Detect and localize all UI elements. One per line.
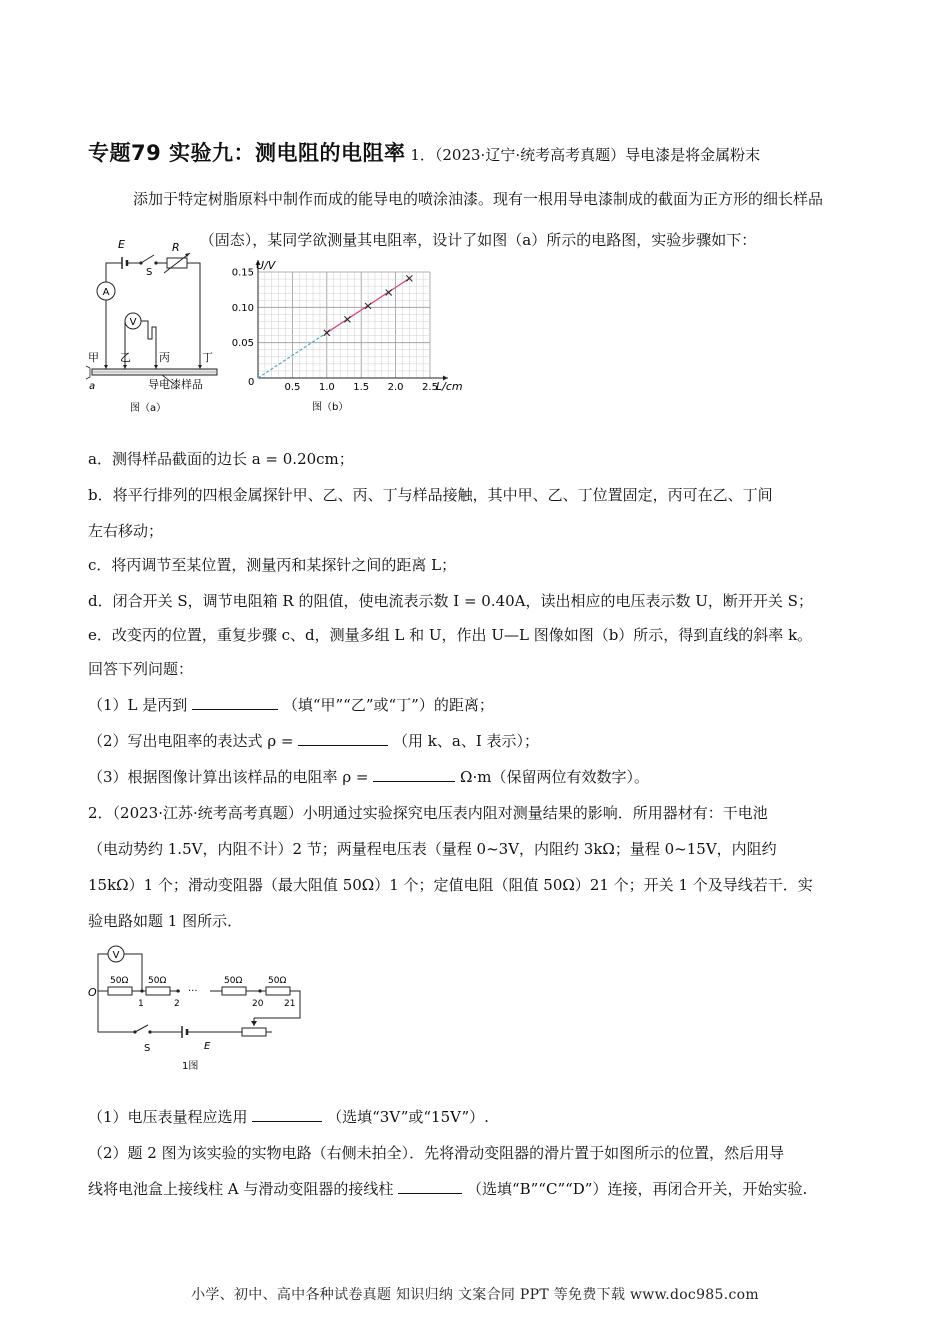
sliding-rheostat <box>242 1028 266 1036</box>
q2-sub2-text-b: （选填“B”“C”“D”）连接，再闭合开关，开始实验. <box>466 1180 808 1198</box>
q2-label-S: S <box>144 1043 151 1054</box>
answer-prompt: 回答下列问题： <box>88 660 194 678</box>
q2-switch-lever <box>135 1025 148 1032</box>
figure-b-chart <box>231 252 474 418</box>
y-tick-label: 0.05 <box>231 338 254 350</box>
q1-sub2-blank[interactable] <box>298 729 388 746</box>
step-c: c．将丙调节至某位置，测量丙和某探针之间的距离 L； <box>88 556 457 574</box>
x-tick-label: 2.0 <box>387 382 404 393</box>
q1-sub2-text-b: （用 k、a、I 表示）； <box>393 732 540 750</box>
q1-intro-part1: 1．（2023·辽宁·统考高考真题）导电漆是将金属粉末 <box>410 146 761 164</box>
voltmeter-label: V <box>129 317 137 328</box>
page-title: 专题79 实验九：测电阻的电阻率 <box>88 141 406 165</box>
q1-sub1-text-a: （1）L 是丙到 <box>88 696 188 714</box>
q2-intro-line4: 验电路如题 1 图所示． <box>88 912 243 930</box>
q2-intro-line2: （电动势约 1.5V，内阻不计）2 节；两量程电压表（量程 0~3V，内阻约 3kΩ；量程 0~15V，内阻约 <box>88 840 777 858</box>
chart-grid <box>258 272 430 378</box>
node-20: 20 <box>252 999 264 1009</box>
probe-jia: 甲 <box>88 351 99 364</box>
q2-sub2-blank[interactable] <box>398 1177 462 1194</box>
node-21: 21 <box>284 999 296 1009</box>
step-b-line2: 左右移动； <box>88 522 164 540</box>
q2-sub1-blank[interactable] <box>252 1105 322 1122</box>
q2-sub1-text-a: （1）电压表量程应选用 <box>88 1108 248 1126</box>
q1-sub3-text-b: Ω·m（保留两位有效数字）。 <box>460 768 649 786</box>
q1-sub2 <box>88 728 868 754</box>
q2-intro-line1: 2．（2023·江苏·统考高考真题）小明通过实验探究电压表内阻对测量结果的影响．所用器材有：干电池 <box>88 804 768 822</box>
q1-sub3-blank[interactable] <box>373 765 455 782</box>
label-a: a <box>89 381 96 392</box>
label-sample: 导电漆样品 <box>148 378 203 391</box>
node-2: 2 <box>174 999 180 1009</box>
q2-sub1 <box>88 1104 868 1130</box>
resistor-1 <box>108 987 132 995</box>
chart-ylabel: U/V <box>256 259 276 272</box>
y-tick-label: 0.10 <box>231 302 254 314</box>
q2-figure-1-circuit <box>82 938 312 1078</box>
probe-yi: 乙 <box>120 351 131 364</box>
q1-sub2-text-a: （2）写出电阻率的表达式 ρ = <box>88 732 294 750</box>
label-E: E <box>118 238 125 251</box>
x-tick-label: 0.5 <box>284 382 301 393</box>
figure-a-caption: 图（a） <box>130 403 167 414</box>
chart-axes <box>256 260 449 381</box>
resistor-20 <box>222 987 246 995</box>
resistor-21 <box>266 987 290 995</box>
step-e: e．改变丙的位置，重复步骤 c、d，测量多组 L 和 U，作出 U—L 图像如图（b）所示，得到直线的斜率 k。 <box>88 626 813 644</box>
q2-sub2-text-a: 线将电池盒上接线柱 A 与滑动变阻器的接线柱 <box>88 1180 394 1198</box>
label-O: O <box>88 986 97 999</box>
q2-label-E: E <box>204 1041 211 1052</box>
q1-sub1-text-b: （填“甲”“乙”或“丁”）的距离； <box>282 696 494 714</box>
x-tick-label: 1.5 <box>353 382 370 393</box>
step-b-line1: b．将平行排列的四根金属探针甲、乙、丙、丁与样品接触，其中甲、乙、丁位置固定，丙可在乙、丁间 <box>88 486 773 504</box>
q1-sub3 <box>88 764 868 790</box>
q1-intro-part3: （固态），某同学欲测量其电阻率，设计了如图（a）所示的电路图，实验步骤如下： <box>199 231 757 249</box>
q2-sub2-line1: （2）题 2 图为该实验的实物电路（右侧未拍全）．先将滑动变阻器的滑片置于如图所示的位置，然后用导 <box>88 1144 785 1162</box>
step-d: d．闭合开关 S，调节电阻箱 R 的阻值，使电流表示数 I = 0.40A，读出相应的电压表示数 U，断开开关 S； <box>88 592 813 610</box>
q1-sub1 <box>88 692 868 718</box>
resistor-2 <box>146 987 170 995</box>
q2-sub2-line2 <box>88 1176 868 1202</box>
q2-sub1-text-b: （选填“3V”或“15V”）. <box>327 1108 489 1126</box>
figure-a-circuit <box>82 235 232 417</box>
r3-label: 50Ω <box>224 976 243 986</box>
x-tick-label: 2.5 <box>422 382 438 393</box>
node-1: 1 <box>138 999 144 1009</box>
probe-bing: 丙 <box>159 351 170 364</box>
q2-voltmeter-label: V <box>112 950 120 961</box>
figure-b-caption: 图（b） <box>312 402 349 413</box>
probe-ding: 丁 <box>202 351 213 364</box>
q2-figure-caption: 1图 <box>182 1061 199 1072</box>
chart-series <box>258 275 412 378</box>
switch-lever <box>141 255 154 263</box>
q1-intro-part2: 添加于特定树脂原料中制作而成的能导电的喷涂油漆。现有一根用导电漆制成的截面为正方形的细长样品 <box>132 190 823 208</box>
label-S: S <box>146 267 153 278</box>
q2-intro-line3: 15kΩ）1 个；滑动变阻器（最大阻值 50Ω）1 个；定值电阻（阻值 50Ω）21 个；开关 1 个及导线若干．实 <box>88 876 813 894</box>
r4-label: 50Ω <box>268 976 287 986</box>
step-a: a．测得样品截面的边长 a = 0.20cm； <box>88 450 354 468</box>
r2-label: 50Ω <box>148 976 167 986</box>
ammeter-label: A <box>102 287 110 298</box>
page-footer[interactable]: 小学、初中、高中各种试卷真题 知识归纳 文案合同 PPT 等免费下载 www.doc985.com <box>191 1287 759 1303</box>
chart-origin: 0 <box>248 377 255 388</box>
r1-label: 50Ω <box>110 976 129 986</box>
q1-sub1-blank[interactable] <box>192 693 278 710</box>
x-tick-label: 1.0 <box>318 382 335 393</box>
label-R: R <box>172 241 180 254</box>
chart-xlabel: L/cm <box>436 380 463 393</box>
dots: ··· <box>188 986 198 997</box>
title-line <box>88 138 868 170</box>
y-tick-label: 0.15 <box>231 267 254 279</box>
q1-sub3-text-a: （3）根据图像计算出该样品的电阻率 ρ = <box>88 768 369 786</box>
